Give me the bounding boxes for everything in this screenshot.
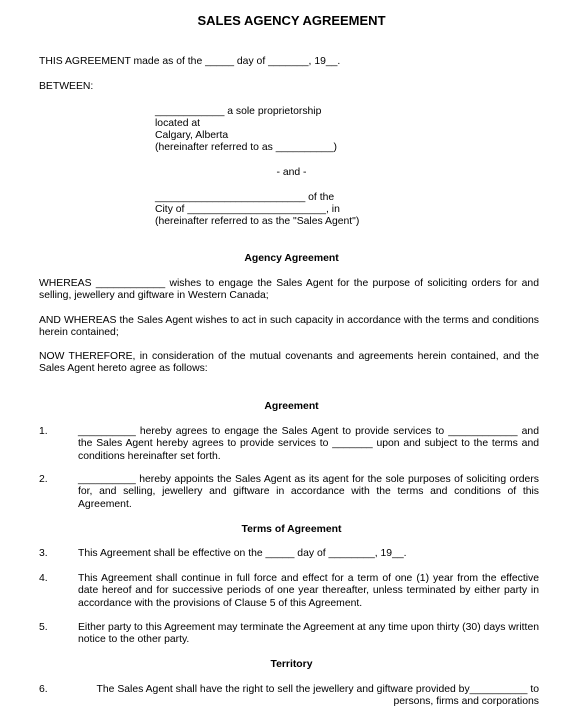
document-title: SALES AGENCY AGREEMENT	[197, 13, 386, 28]
whereas-paragraph: WHEREAS ____________ wishes to engage the Sales Agent for the purpose of soliciting orders for and selling, jewellery and giftware in Western Canada;	[39, 278, 539, 302]
party-one-line: (hereinafter referred to as __________)	[155, 142, 337, 153]
clause-number: 1.	[39, 426, 48, 437]
clause-text: __________ hereby appoints the Sales Agent as its agent for the sole purposes of soliciting orders for, and selling, jewellery and giftware in accordance with the terms and conditions of this Agreement.	[78, 474, 539, 510]
clause-text: __________ hereby agrees to engage the Sales Agent to provide services to ____________ and the Sales Agent hereby agrees to provide services to _______ upon and subject to the terms and conditions hereinafter set forth.	[78, 426, 539, 462]
party-two-line: __________________________ of the	[155, 192, 335, 203]
party-two-line: (hereinafter referred to as the "Sales Agent")	[155, 216, 360, 227]
clause-number: 4.	[39, 573, 48, 584]
party-one-line: ____________ a sole proprietorship	[155, 106, 322, 117]
territory-heading: Territory	[270, 659, 313, 670]
clause-number: 5.	[39, 622, 48, 633]
party-one-line: Calgary, Alberta	[155, 130, 229, 141]
opening-line: THIS AGREEMENT made as of the _____ day of _______, 19__.	[39, 56, 341, 67]
agreement-heading: Agreement	[264, 401, 319, 412]
party-one-line: located at	[155, 118, 201, 129]
clause-text-continued: persons, firms and corporations	[393, 696, 539, 707]
and-whereas-paragraph: AND WHEREAS the Sales Agent wishes to act in such capacity in accordance with the terms and conditions herein contained;	[39, 315, 539, 339]
clause-text: This Agreement shall continue in full force and effect for a term of one (1) year from the effective date hereof and for successive periods of one year thereafter, unless terminated by either party in accordance with the provisions of Clause 5 of this Agreement.	[78, 573, 539, 609]
clause-text: This Agreement shall be effective on the _____ day of ________, 19__.	[78, 548, 407, 559]
party-two-line: City of ________________________, in	[155, 204, 340, 215]
clause-text: The Sales Agent shall have the right to sell the jewellery and giftware provided by__________ to	[96, 684, 539, 695]
clause-number: 2.	[39, 474, 48, 485]
clause-number: 6.	[39, 684, 48, 695]
between-label: BETWEEN:	[39, 81, 94, 92]
agency-agreement-heading: Agency Agreement	[244, 253, 339, 264]
clause-number: 3.	[39, 548, 48, 559]
and-separator: - and -	[276, 167, 307, 178]
clause-text: Either party to this Agreement may terminate the Agreement at any time upon thirty (30) days written notice to the other party.	[78, 622, 539, 646]
terms-of-agreement-heading: Terms of Agreement	[241, 524, 342, 535]
now-therefore-paragraph: NOW THEREFORE, in consideration of the mutual covenants and agreements herein contained, and the Sales Agent hereto agree as follows:	[39, 351, 539, 375]
